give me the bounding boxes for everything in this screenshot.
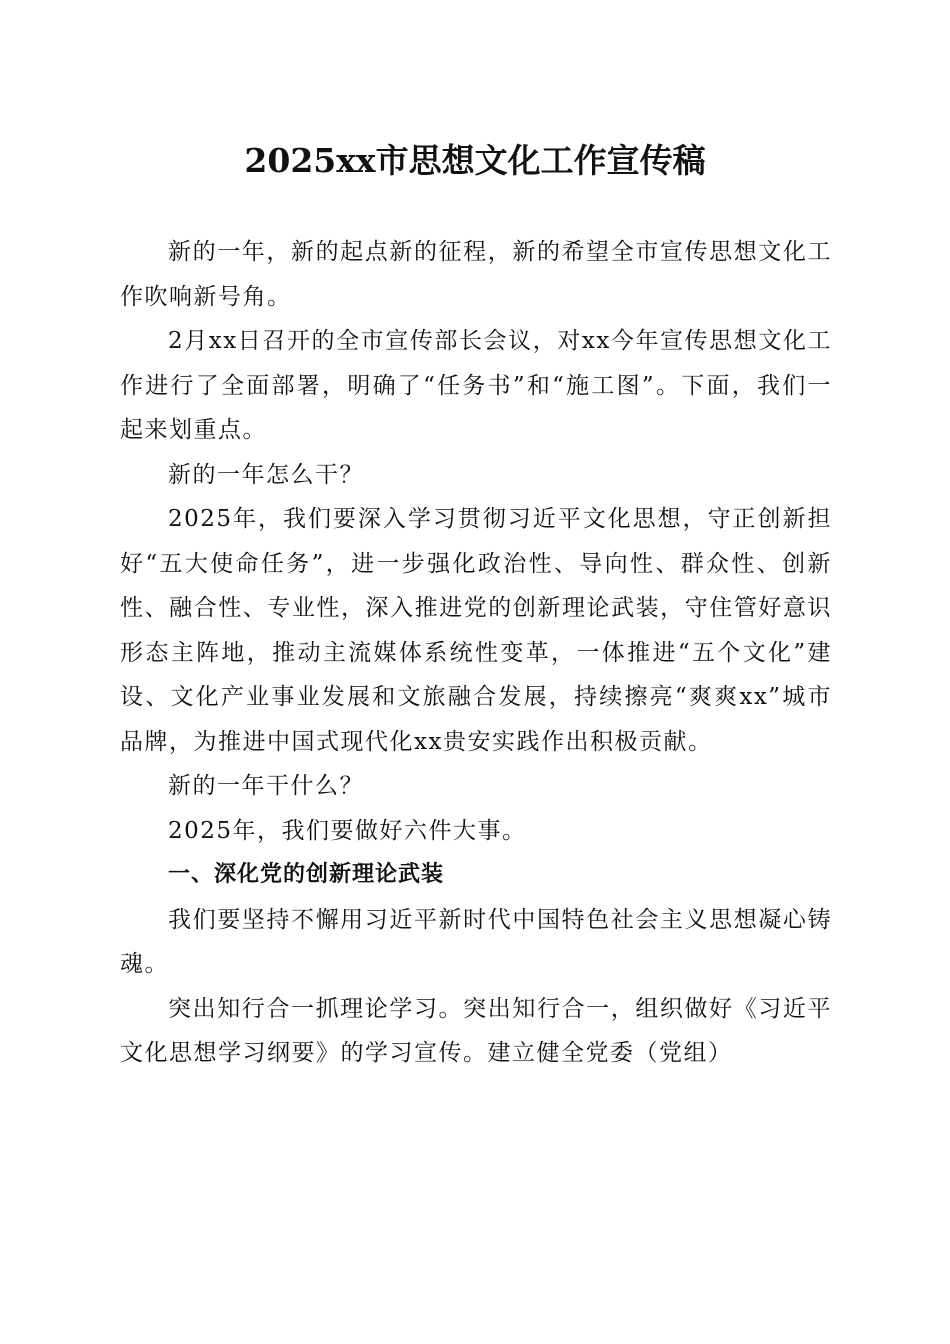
paragraph-how-question: 新的一年怎么干？ bbox=[168, 461, 364, 488]
document-body bbox=[120, 230, 832, 1076]
paragraph-how-answer: 2025年，我们要深入学习贯彻习近平文化思想，守正创新担好“五大使命任务”，进一步强化政治性、导向性、群众性、创新性、融合性、专业性，深入推进党的创新理论武装，守住管好意识形态主阵地，推动主流媒体系统性变革，一体推进“五个文化”建设、文化产业事业发展和文旅融合发展，持续擦亮“爽爽xx”城市品牌，为推进中国式现代化xx贵安实践作出积极贡献。 bbox=[120, 506, 832, 755]
paragraph-meeting: 2月xx日召开的全市宣传部长会议，对xx今年宣传思想文化工作进行了全面部署，明确了“任务书”和“施工图”。下面，我们一起来划重点。 bbox=[120, 328, 832, 443]
section-heading: 一、深化党的创新理论武装 bbox=[168, 862, 445, 887]
paragraph-intro: 新的一年，新的起点新的征程，新的希望全市宣传思想文化工作吹响新号角。 bbox=[120, 239, 832, 310]
paragraph-what-answer: 2025年，我们要做好六件大事。 bbox=[168, 817, 527, 844]
document-title: 2025xx市思想文化工作宣传稿 bbox=[244, 141, 706, 180]
paragraph-section-intro: 我们要坚持不懈用习近平新时代中国特色社会主义思想凝心铸魂。 bbox=[120, 906, 832, 977]
paragraph-what-question: 新的一年干什么？ bbox=[168, 773, 364, 799]
paragraph-section-detail: 突出知行合一抓理论学习。突出知行合一，组织做好《习近平文化思想学习纲要》的学习宣传。建立健全党委（党组） bbox=[120, 995, 832, 1066]
